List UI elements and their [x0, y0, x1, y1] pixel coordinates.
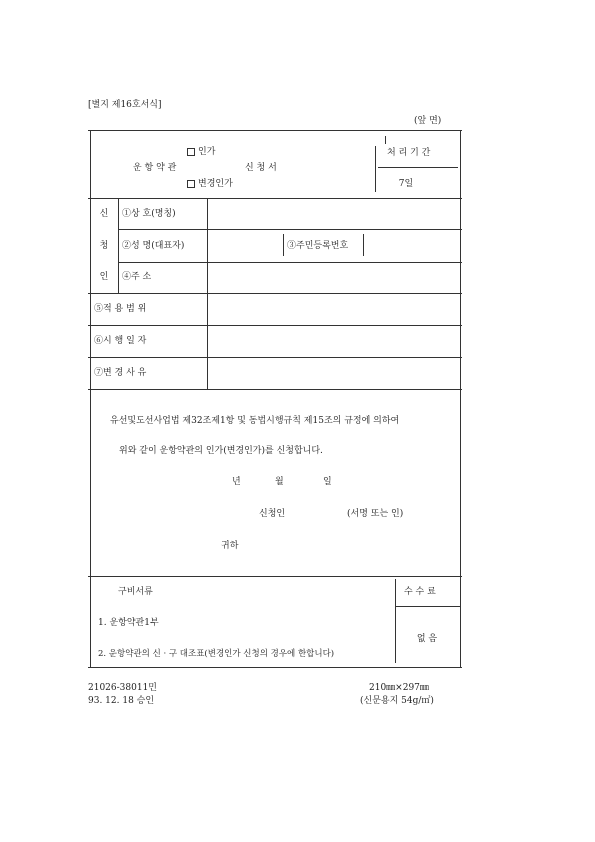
bottom-border — [88, 667, 462, 668]
divider-reason — [88, 389, 462, 390]
processing-line — [378, 167, 458, 168]
resident-divider-right — [363, 234, 364, 256]
fee-value: 없 음 — [416, 634, 438, 644]
statement-line-2: 위와 같이 운항약관의 인가(변경인가)를 신청합니다. — [119, 446, 323, 456]
resident-divider-left — [283, 234, 284, 256]
title-tick — [385, 136, 386, 144]
date-month: 월 — [275, 477, 284, 487]
fee-line — [396, 606, 460, 607]
resident-number-label: ③주민등록번호 — [287, 241, 349, 251]
divider-row1 — [118, 229, 462, 230]
processing-period-value: 7일 — [398, 179, 414, 189]
applicant-side-char-1: 신 — [99, 209, 109, 219]
label-value-divider — [207, 198, 208, 389]
approval-date: 93. 12. 18 승인 — [88, 696, 155, 706]
divider-scope — [88, 325, 462, 326]
signature-or-seal: (서명 또는 인) — [347, 509, 404, 519]
processing-period-label: 처 리 기 간 — [387, 148, 431, 158]
right-border — [460, 130, 461, 668]
change-checkbox[interactable] — [187, 180, 195, 188]
form-title-application: 신 청 서 — [245, 163, 277, 173]
divider-date — [88, 357, 462, 358]
applicant-side-char-3: 인 — [99, 272, 109, 282]
paper-size: 210㎜×297㎜ — [369, 683, 429, 693]
required-documents-header: 구비서류 — [118, 587, 153, 597]
divider-row2 — [118, 262, 462, 263]
top-border — [88, 130, 462, 131]
form-number: [별지 제16호서식] — [88, 100, 162, 110]
document-item-2: 2. 운항약관의 신 · 구 대조표(변경인가 신청의 경우에 한합니다) — [98, 649, 335, 659]
fee-label: 수 수 료 — [404, 587, 436, 597]
date-day: 일 — [323, 477, 332, 487]
mid-border — [88, 576, 462, 577]
page-side-label: (앞 면) — [414, 116, 442, 126]
trade-name-label: ①상 호(명칭) — [122, 209, 176, 219]
representative-name-label: ②성 명(대표자) — [122, 241, 185, 251]
document-item-1: 1. 운항약관1부 — [98, 618, 159, 628]
approval-label: 인가 — [198, 147, 216, 157]
scope-label: ⑤적 용 범 위 — [94, 304, 147, 314]
divider-title — [88, 198, 462, 199]
effective-date-label: ⑥시 행 일 자 — [94, 336, 147, 346]
paper-spec: (신문용지 54g/㎡) — [360, 696, 434, 706]
applicant-side-char-2: 청 — [99, 241, 109, 251]
left-border — [90, 130, 91, 668]
fee-divider — [395, 579, 396, 663]
applicant-signature-label: 신청인 — [259, 509, 286, 519]
address-label: ④주 소 — [122, 272, 152, 282]
applicant-side-divider — [118, 198, 119, 293]
date-year: 년 — [232, 477, 241, 487]
form-title-name: 운 항 약 관 — [133, 163, 177, 173]
form-code: 21026-38011민 — [88, 683, 157, 693]
approval-checkbox[interactable] — [187, 148, 195, 156]
recipient-label: 귀하 — [221, 541, 239, 551]
statement-line-1: 유선및도선사업법 제32조제1항 및 동법시행규칙 제15조의 규정에 의하여 — [110, 416, 400, 426]
change-label: 변경인가 — [198, 179, 233, 189]
processing-divider — [375, 146, 376, 192]
divider-applicant — [88, 293, 462, 294]
change-reason-label: ⑦변 경 사 유 — [94, 368, 147, 378]
